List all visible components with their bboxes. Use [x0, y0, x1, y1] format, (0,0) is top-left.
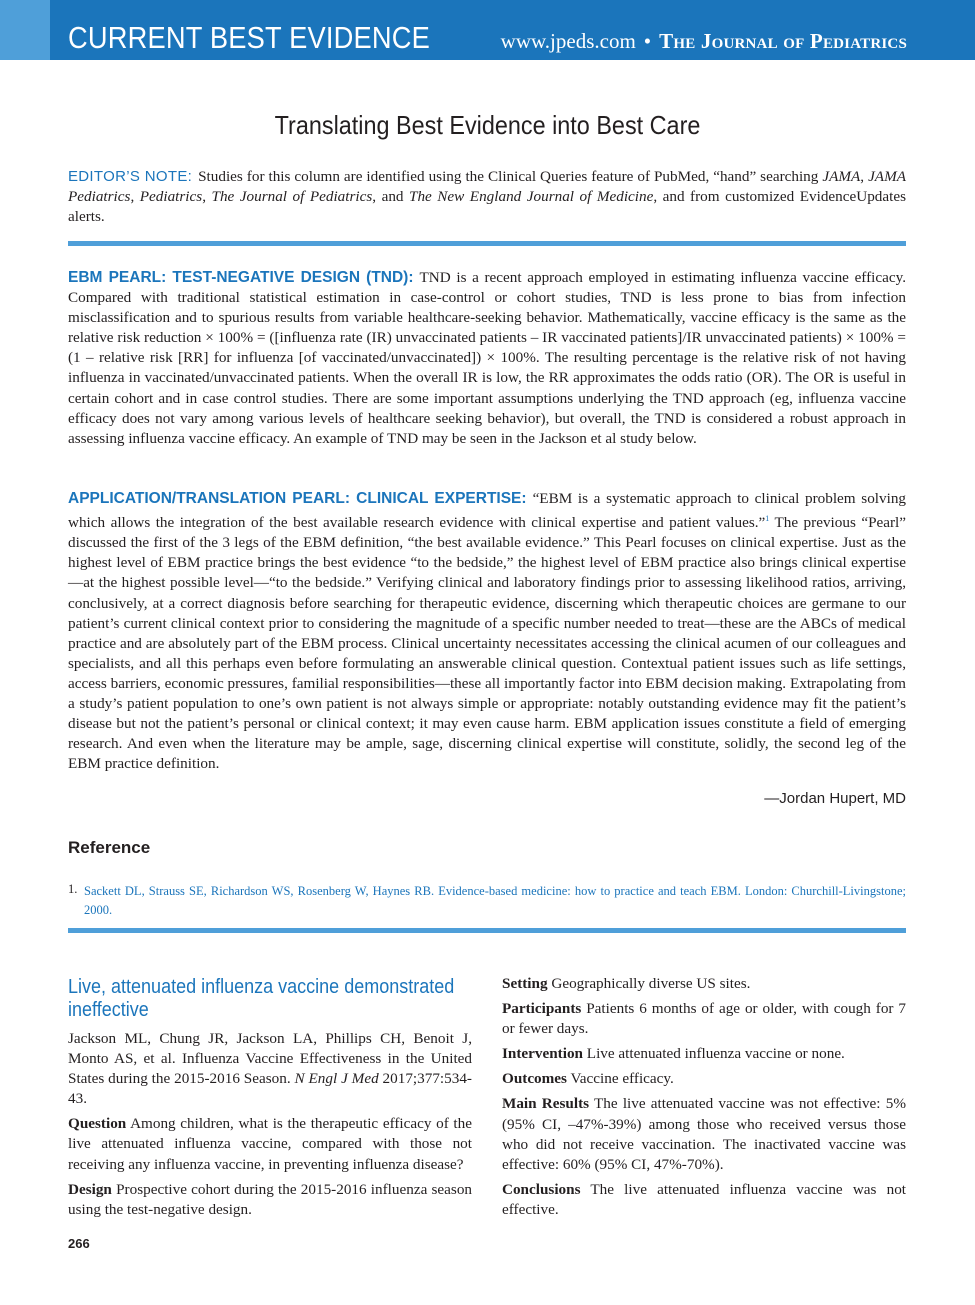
results-text: The live attenuated vaccine was not effective: 5% (95% CI, –47%-39%) among those who received versus those who did not receive vaccination. The inactivated vaccine was effective: 60% (95% CI, 47%-70%). [502, 1095, 906, 1173]
divider-rule [68, 241, 906, 246]
journal-url[interactable]: www.jpeds.com [500, 29, 636, 53]
outcomes-label: Outcomes [502, 1070, 567, 1088]
study-question [68, 1114, 472, 1174]
study-design [68, 1180, 472, 1220]
design-label: Design [68, 1180, 112, 1198]
editors-note-text: Studies for this column are identified using the Clinical Queries feature of PubMed, “hand” searching [198, 168, 823, 185]
journal-ref: Pediatrics [139, 188, 203, 206]
study-setting [502, 974, 906, 994]
intervention-label: Intervention [502, 1045, 583, 1063]
study-right-column [502, 974, 906, 1225]
ebm-pearl-text: TND is a recent approach employed in estimating influenza vaccine efficacy. Compared with traditional statistical estimation in case-control or cohort studies, TND is less prone to bias from infection misclassification and to spurious results from variable healthcare-seeking behavior. Mathematically, vaccine efficacy is the same as the relative risk reduction × 100% = ([influenza rate (IR) unvaccinated patients – IR vaccinated patients]/IR unvaccinated patients) × 100% = (1 – relative risk [RR] for influenza [of vaccinated/unvaccinated]) × 100%. The resulting percentage is the relative risk of not having influenza in vaccinated/unvaccinated patients. When the overall IR is low, the RR approximates the odds ratio (OR). The OR is useful in certain cohort and in case control studies. There are some important assumptions underlying the TND approach (eg, influenza vaccine efficacy does not vary among various levels of healthcare seeking behavior), but overall, the TND is considered a robust approach in assessing influenza vaccine efficacy. An example of TND may be seen in the Jackson et al study below. [68, 269, 906, 447]
conclusions-label: Conclusions [502, 1180, 581, 1198]
intervention-text: Live attenuated influenza vaccine or none. [586, 1045, 845, 1063]
study-citation [68, 1029, 472, 1109]
page-title: Translating Best Evidence into Best Care [274, 110, 701, 140]
header-accent-tab [0, 0, 50, 60]
citation-journal: N Engl J Med [294, 1070, 379, 1088]
separator-text: , [202, 188, 212, 206]
reference-number: 1. [68, 882, 78, 896]
study-participants [502, 999, 906, 1039]
journal-ref: The Journal of Pediatrics [211, 188, 373, 206]
citation-text: Jackson ML, Chung JR, Jackson LA, Phillips CH, Benoit J, Monto AS, et al. Influenza Vaccine Effectiveness in the United States during the 2015-2016 Season. [68, 1030, 472, 1088]
reference-heading: Reference [68, 838, 151, 857]
separator-text: , [130, 188, 140, 206]
journal-ref: The New England Journal of Medicine [409, 188, 654, 206]
editors-note [68, 167, 906, 227]
ebm-pearl [68, 268, 906, 449]
application-pearl [68, 489, 906, 774]
journal-ref: JAMA [822, 168, 861, 185]
journal-name: The Journal of Pediatrics [659, 29, 907, 53]
study-conclusions [502, 1180, 906, 1220]
header-separator: • [643, 29, 652, 53]
outcomes-text: Vaccine efficacy. [570, 1070, 674, 1088]
divider-rule [68, 928, 906, 933]
application-pearl-label: APPLICATION/TRANSLATION PEARL: CLINICAL EXPERTISE: [68, 490, 527, 507]
results-label: Main Results [502, 1095, 590, 1113]
participants-text: Patients 6 months of age or older, with cough for 7 or fewer days. [502, 1000, 906, 1038]
author-signature: —Jordan Hupert, MD [764, 790, 906, 807]
study-outcomes [502, 1069, 906, 1089]
header-right [501, 29, 907, 54]
study-title: Live, attenuated influenza vaccine demonstrated ineffective [68, 976, 455, 1021]
study-results [502, 1094, 906, 1174]
study-left-column [68, 976, 472, 1225]
setting-label: Setting [502, 975, 548, 992]
question-text: Among children, what is the therapeutic efficacy of the live attenuated influenza vaccine, compared with those not receiving any influenza vaccine, in preventing influenza disease? [68, 1115, 472, 1173]
journal-ref: JAMA Pediatrics [68, 168, 907, 206]
study-intervention [502, 1044, 906, 1064]
separator-text: , [860, 168, 869, 185]
section-title: CURRENT BEST EVIDENCE [68, 20, 430, 55]
citation-end: 2017;377:534-43. [68, 1070, 472, 1108]
question-label: Question [68, 1115, 127, 1133]
separator-text: , and [372, 188, 410, 206]
page-number: 266 [68, 1236, 90, 1251]
reference-link[interactable]: Sackett DL, Strauss SE, Richardson WS, Rosenberg W, Haynes RB. Evidence-based medicine: how to practice and teach EBM. London: Churchill-Livingstone; 2000. [84, 884, 906, 917]
citation-link[interactable]: 1 [765, 514, 770, 524]
application-pearl-text: “EBM is a systematic approach to clinical problem solving which allows the integration of the best available research evidence with clinical expertise and patient values.” [68, 490, 907, 532]
design-text: Prospective cohort during the 2015-2016 influenza season using the test-negative design. [68, 1180, 473, 1218]
participants-label: Participants [502, 1000, 582, 1018]
editors-note-text: , and from customized EvidenceUpdates alerts. [68, 188, 907, 226]
application-pearl-text: The previous “Pearl” discussed the first of the 3 legs of the EBM definition, “the best available evidence.” This Pearl focuses on clinical expertise. Just as the highest level of EBM practice brings the best evidence “to the bedside,” the highest level of EBM practice also brings clinical expertise—at the highest possible level—“to the bedside.” Verifying clinical and laboratory findings prior to assessing likelihood ratios, arriving, conclusively, at a correct diagnosis before searching for therapeutic evidence, discerning which therapeutic choices are germane to our patient’s current clinical context prior to considering the magnitude of a specific number needed to treat—these are the ABCs of medical practice and are absolutely part of the EBM process. Clinical uncertainty necessitates accessing the clinical acumen of our colleagues and specialists, and all this perhaps even before formulating an answerable clinical question. Contextual patient issues such as life settings, access barriers, economic pressures, familial responsibilities—these all importantly factor into EBM decision making. Extrapolating from a study’s patient population to one’s own patient is not always simple or appropriate: notably outstanding evidence may fit the patient’s disease but not the patient’s personal or clinical context; it may even cause harm. EBM application issues constitute a field of emerging research. And even when the literature may be ample, sage, discerning clinical expertise will constitute, solidly, the second leg of the EBM practice definition. [68, 514, 907, 773]
setting-text: Geographically diverse US sites. [551, 975, 751, 992]
editors-note-label: EDITOR’S NOTE: [68, 168, 193, 185]
ebm-pearl-label: EBM PEARL: TEST-NEGATIVE DESIGN (TND): [68, 269, 414, 286]
conclusions-text: The live attenuated influenza vaccine was not effective. [502, 1180, 907, 1218]
